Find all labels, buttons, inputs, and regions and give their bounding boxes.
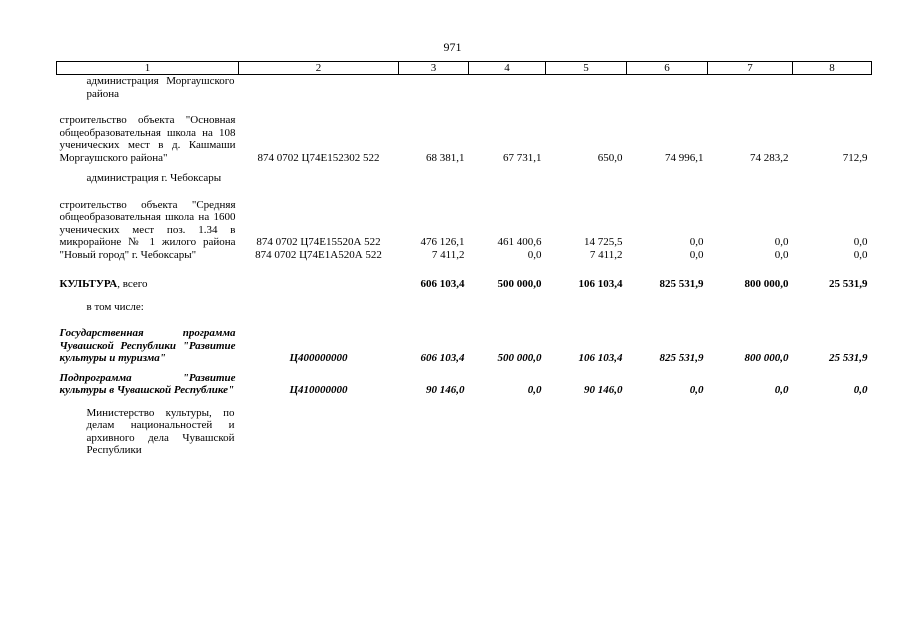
value-col-7: 74 283,2 [750, 151, 789, 164]
row-name: Министерство культуры, по делам национальностей и архивного дела Чувашской Республики [86, 406, 235, 456]
budget-table [56, 61, 872, 457]
value-col-7: 800 000,0 [744, 278, 789, 290]
row-name-bold: КУЛЬТУРА [59, 278, 118, 290]
value: 0,0 [689, 248, 704, 261]
value: 0,0 [774, 236, 789, 248]
budget-code: 874 0702 Ц74Е15520А 522 [256, 236, 381, 248]
value-col-4: 67 731,1 [503, 151, 542, 164]
budget-code-cell [239, 185, 399, 262]
value: 0,0 [689, 236, 704, 248]
table-row [57, 185, 872, 262]
column-header-3: 3 [399, 62, 469, 75]
table-row [57, 313, 872, 365]
table-header-row [57, 62, 872, 75]
column-header-7: 7 [708, 62, 793, 75]
column-header-1: 1 [57, 62, 239, 75]
value: 0,0 [527, 248, 542, 261]
row-name-suffix: , всего [117, 278, 148, 290]
value-col-8 [793, 185, 872, 262]
value-col-6 [627, 185, 708, 262]
value-col-5: 106 103,4 [578, 352, 623, 364]
budget-code: 874 0702 Ц74Е152302 522 [257, 151, 380, 164]
value-col-3: 90 146,0 [426, 384, 465, 396]
value-col-8: 25 531,9 [829, 278, 868, 290]
value: 14 725,5 [584, 236, 623, 248]
value: 0,0 [853, 236, 868, 248]
value-col-6: 74 996,1 [665, 151, 704, 164]
value-col-8: 0,0 [853, 384, 868, 396]
value: 0,0 [853, 248, 868, 261]
value-col-5: 650,0 [597, 151, 623, 164]
column-header-4: 4 [469, 62, 546, 75]
table-row [57, 397, 872, 457]
value-col-4: 0,0 [527, 384, 542, 396]
value-col-6: 0,0 [689, 384, 704, 396]
row-name: Государственная программа Чувашской Республики "Развитие культуры и туризма" [59, 327, 236, 364]
row-name: администрация Моргаушского района [86, 75, 235, 100]
value-col-4: 500 000,0 [497, 352, 542, 364]
value-col-5 [546, 185, 627, 262]
value: 7 411,2 [431, 248, 465, 261]
value-col-6: 825 531,9 [659, 278, 704, 290]
value-col-7: 800 000,0 [744, 352, 789, 364]
column-header-5: 5 [546, 62, 627, 75]
table-row [57, 164, 872, 185]
table-row [57, 365, 872, 397]
row-name: администрация г. Чебоксары [86, 172, 222, 184]
row-name: Подпрограмма "Развитие культуры в Чувашской Республике" [59, 371, 236, 396]
row-name [57, 261, 239, 291]
row-name: строительство объекта "Основная общеобразовательная школа на 108 ученических мест в д. Кашмаши Моргаушского района" [59, 114, 236, 164]
value-col-4 [469, 185, 546, 262]
value: 7 411,2 [589, 248, 623, 261]
value-col-3: 606 103,4 [420, 352, 465, 364]
table-row [57, 291, 872, 314]
table-row [57, 100, 872, 164]
table-row [57, 261, 872, 291]
value: 0,0 [774, 248, 789, 261]
budget-code: 874 0702 Ц74Е1А520А 522 [255, 248, 382, 261]
column-header-2: 2 [239, 62, 399, 75]
budget-code: Ц400000000 [289, 352, 348, 364]
value-col-5: 106 103,4 [578, 278, 623, 290]
row-name: строительство объекта "Средняя общеобразовательная школа на 1600 ученических мест поз. 1.34 в микрорайоне № 1 жилого района "Новый город" г. Чебоксары" [59, 198, 236, 261]
budget-code: Ц410000000 [289, 384, 348, 396]
column-header-6: 6 [627, 62, 708, 75]
value-col-3: 68 381,1 [426, 151, 465, 164]
value-col-3: 606 103,4 [420, 278, 465, 290]
value-col-3 [399, 185, 469, 262]
value-col-8: 712,9 [842, 151, 868, 164]
value-col-8: 25 531,9 [829, 352, 868, 364]
value-col-7: 0,0 [774, 384, 789, 396]
value-col-4: 500 000,0 [497, 278, 542, 290]
column-header-8: 8 [793, 62, 872, 75]
table-row [57, 75, 872, 101]
value-col-7 [708, 185, 793, 262]
value: 476 126,1 [420, 236, 465, 248]
value-col-6: 825 531,9 [659, 352, 704, 364]
value-col-5: 90 146,0 [584, 384, 623, 396]
value: 461 400,6 [497, 236, 542, 248]
page-number: 971 [443, 40, 462, 54]
row-name: в том числе: [86, 300, 144, 313]
